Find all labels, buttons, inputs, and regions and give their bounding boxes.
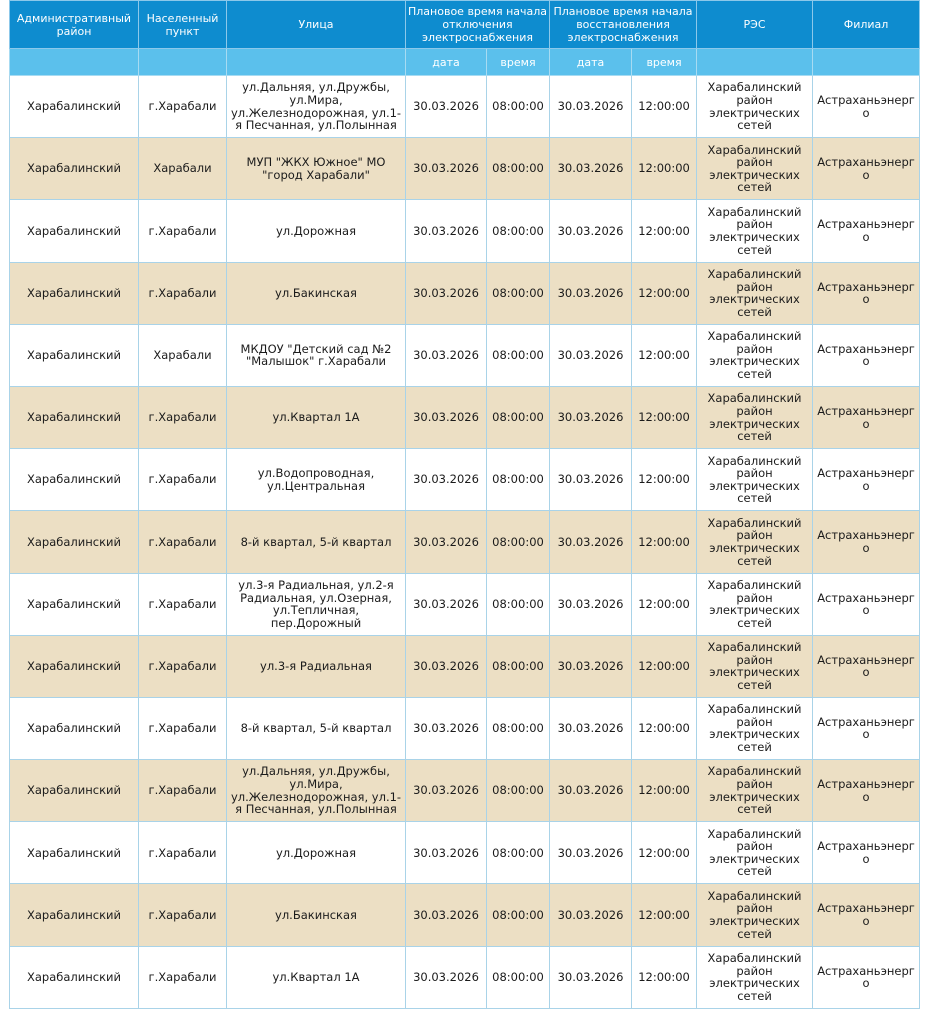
cell-district: Харабалинский [10,449,139,511]
cell-res: Харабалинский район электрических сетей [697,324,813,386]
cell-street: ул.Дальняя, ул.Дружбы, ул.Мира, ул.Железнодорожная, ул.1-я Песчанная, ул.Полынная [227,760,406,822]
cell-off-time: 08:00:00 [487,822,550,884]
cell-branch: Астраханьэнерго [813,635,920,697]
cell-district: Харабалинский [10,884,139,946]
cell-street: ул.Дорожная [227,200,406,262]
cell-restore-time: 12:00:00 [632,262,697,324]
cell-street: ул.Бакинская [227,884,406,946]
cell-off-date: 30.03.2026 [406,386,487,448]
subheader-empty [10,49,139,76]
cell-street: ул.Дорожная [227,822,406,884]
cell-restore-date: 30.03.2026 [550,884,632,946]
cell-res: Харабалинский район электрических сетей [697,449,813,511]
table-row [10,760,920,822]
cell-street: МУП "ЖКХ Южное" МО "город Харабали" [227,138,406,200]
cell-street: 8-й квартал, 5-й квартал [227,511,406,573]
cell-restore-date: 30.03.2026 [550,76,632,138]
cell-off-time: 08:00:00 [487,946,550,1008]
cell-locality: г.Харабали [139,449,227,511]
cell-off-time: 08:00:00 [487,449,550,511]
cell-locality: г.Харабали [139,386,227,448]
cell-restore-time: 12:00:00 [632,884,697,946]
cell-street: 8-й квартал, 5-й квартал [227,697,406,759]
cell-branch: Астраханьэнерго [813,200,920,262]
header-district: Административный район [10,1,139,49]
cell-res: Харабалинский район электрических сетей [697,262,813,324]
cell-restore-time: 12:00:00 [632,635,697,697]
cell-off-date: 30.03.2026 [406,138,487,200]
cell-street: ул.Бакинская [227,262,406,324]
cell-street: ул.Квартал 1А [227,386,406,448]
table-row [10,386,920,448]
cell-restore-time: 12:00:00 [632,946,697,1008]
cell-res: Харабалинский район электрических сетей [697,760,813,822]
table-row [10,262,920,324]
cell-locality: г.Харабали [139,884,227,946]
cell-locality: г.Харабали [139,76,227,138]
cell-off-date: 30.03.2026 [406,760,487,822]
cell-restore-time: 12:00:00 [632,386,697,448]
cell-off-date: 30.03.2026 [406,449,487,511]
cell-street: ул.3-я Радиальная, ул.2-я Радиальная, ул.Озерная, ул.Тепличная, пер.Дорожный [227,573,406,635]
cell-district: Харабалинский [10,324,139,386]
cell-off-time: 08:00:00 [487,324,550,386]
cell-locality: г.Харабали [139,760,227,822]
cell-off-date: 30.03.2026 [406,200,487,262]
subheader-off-date: дата [406,49,487,76]
cell-restore-date: 30.03.2026 [550,573,632,635]
cell-branch: Астраханьэнерго [813,324,920,386]
cell-off-date: 30.03.2026 [406,884,487,946]
cell-off-time: 08:00:00 [487,138,550,200]
cell-branch: Астраханьэнерго [813,511,920,573]
cell-restore-time: 12:00:00 [632,449,697,511]
cell-restore-time: 12:00:00 [632,76,697,138]
cell-locality: г.Харабали [139,200,227,262]
cell-branch: Астраханьэнерго [813,262,920,324]
cell-restore-time: 12:00:00 [632,697,697,759]
cell-branch: Астраханьэнерго [813,946,920,1008]
cell-res: Харабалинский район электрических сетей [697,386,813,448]
cell-branch: Астраханьэнерго [813,76,920,138]
cell-district: Харабалинский [10,511,139,573]
cell-locality: г.Харабали [139,511,227,573]
cell-restore-date: 30.03.2026 [550,511,632,573]
table-row [10,822,920,884]
cell-locality: г.Харабали [139,946,227,1008]
table-row [10,511,920,573]
subheader-empty [813,49,920,76]
cell-district: Харабалинский [10,697,139,759]
cell-district: Харабалинский [10,76,139,138]
cell-off-time: 08:00:00 [487,262,550,324]
cell-locality: г.Харабали [139,262,227,324]
cell-locality: г.Харабали [139,697,227,759]
cell-off-date: 30.03.2026 [406,511,487,573]
cell-off-date: 30.03.2026 [406,822,487,884]
header-off-time: Плановое время начала отключения электроснабжения [406,1,550,49]
cell-locality: Харабали [139,324,227,386]
cell-district: Харабалинский [10,262,139,324]
table-row [10,200,920,262]
table-row [10,697,920,759]
cell-district: Харабалинский [10,200,139,262]
cell-locality: г.Харабали [139,635,227,697]
cell-restore-date: 30.03.2026 [550,449,632,511]
cell-res: Харабалинский район электрических сетей [697,884,813,946]
cell-restore-date: 30.03.2026 [550,324,632,386]
cell-district: Харабалинский [10,138,139,200]
cell-restore-date: 30.03.2026 [550,138,632,200]
cell-off-date: 30.03.2026 [406,946,487,1008]
subheader-empty [139,49,227,76]
cell-locality: г.Харабали [139,573,227,635]
cell-off-time: 08:00:00 [487,635,550,697]
header-street: Улица [227,1,406,49]
cell-branch: Астраханьэнерго [813,386,920,448]
cell-branch: Астраханьэнерго [813,138,920,200]
subheader-empty [697,49,813,76]
cell-res: Харабалинский район электрических сетей [697,946,813,1008]
cell-restore-time: 12:00:00 [632,324,697,386]
cell-district: Харабалинский [10,573,139,635]
cell-locality: Харабали [139,138,227,200]
cell-off-time: 08:00:00 [487,200,550,262]
cell-off-time: 08:00:00 [487,573,550,635]
cell-street: МКДОУ "Детский сад №2 "Малышок" г.Харабали [227,324,406,386]
cell-res: Харабалинский район электрических сетей [697,697,813,759]
cell-restore-date: 30.03.2026 [550,946,632,1008]
subheader-empty [227,49,406,76]
subheader-row [10,49,920,76]
header-locality: Населенный пункт [139,1,227,49]
cell-res: Харабалинский район электрических сетей [697,200,813,262]
cell-res: Харабалинский район электрических сетей [697,138,813,200]
cell-restore-date: 30.03.2026 [550,386,632,448]
cell-street: ул.Водопроводная, ул.Центральная [227,449,406,511]
cell-branch: Астраханьэнерго [813,697,920,759]
cell-res: Харабалинский район электрических сетей [697,635,813,697]
cell-off-time: 08:00:00 [487,76,550,138]
outage-table [9,0,920,1009]
cell-restore-date: 30.03.2026 [550,822,632,884]
cell-restore-time: 12:00:00 [632,760,697,822]
cell-off-date: 30.03.2026 [406,635,487,697]
cell-branch: Астраханьэнерго [813,760,920,822]
table-row [10,573,920,635]
cell-off-date: 30.03.2026 [406,262,487,324]
cell-off-time: 08:00:00 [487,697,550,759]
cell-off-time: 08:00:00 [487,760,550,822]
table-row [10,635,920,697]
cell-res: Харабалинский район электрических сетей [697,573,813,635]
subheader-restore-date: дата [550,49,632,76]
cell-branch: Астраханьэнерго [813,449,920,511]
cell-restore-time: 12:00:00 [632,200,697,262]
cell-branch: Астраханьэнерго [813,822,920,884]
cell-restore-date: 30.03.2026 [550,635,632,697]
table-row [10,449,920,511]
cell-off-time: 08:00:00 [487,511,550,573]
cell-branch: Астраханьэнерго [813,884,920,946]
cell-district: Харабалинский [10,946,139,1008]
cell-restore-time: 12:00:00 [632,822,697,884]
cell-restore-time: 12:00:00 [632,138,697,200]
cell-district: Харабалинский [10,386,139,448]
cell-off-time: 08:00:00 [487,386,550,448]
cell-district: Харабалинский [10,635,139,697]
cell-res: Харабалинский район электрических сетей [697,822,813,884]
cell-street: ул.Дальняя, ул.Дружбы, ул.Мира, ул.Железнодорожная, ул.1-я Песчанная, ул.Полынная [227,76,406,138]
cell-off-date: 30.03.2026 [406,697,487,759]
header-restore-time: Плановое время начала восстановления электроснабжения [550,1,697,49]
cell-street: ул.Квартал 1А [227,946,406,1008]
cell-restore-date: 30.03.2026 [550,697,632,759]
header-row [10,1,920,49]
cell-res: Харабалинский район электрических сетей [697,511,813,573]
cell-street: ул.3-я Радиальная [227,635,406,697]
cell-district: Харабалинский [10,822,139,884]
cell-restore-date: 30.03.2026 [550,262,632,324]
cell-restore-date: 30.03.2026 [550,760,632,822]
cell-res: Харабалинский район электрических сетей [697,76,813,138]
subheader-restore-time: время [632,49,697,76]
header-branch: Филиал [813,1,920,49]
cell-district: Харабалинский [10,760,139,822]
cell-restore-time: 12:00:00 [632,511,697,573]
cell-off-time: 08:00:00 [487,884,550,946]
table-row [10,946,920,1008]
header-res: РЭС [697,1,813,49]
table-row [10,76,920,138]
table-body [10,76,920,1009]
cell-restore-time: 12:00:00 [632,573,697,635]
cell-restore-date: 30.03.2026 [550,200,632,262]
cell-branch: Астраханьэнерго [813,573,920,635]
cell-off-date: 30.03.2026 [406,324,487,386]
table-row [10,138,920,200]
subheader-off-time: время [487,49,550,76]
table-row [10,324,920,386]
cell-off-date: 30.03.2026 [406,573,487,635]
cell-off-date: 30.03.2026 [406,76,487,138]
table-row [10,884,920,946]
cell-locality: г.Харабали [139,822,227,884]
